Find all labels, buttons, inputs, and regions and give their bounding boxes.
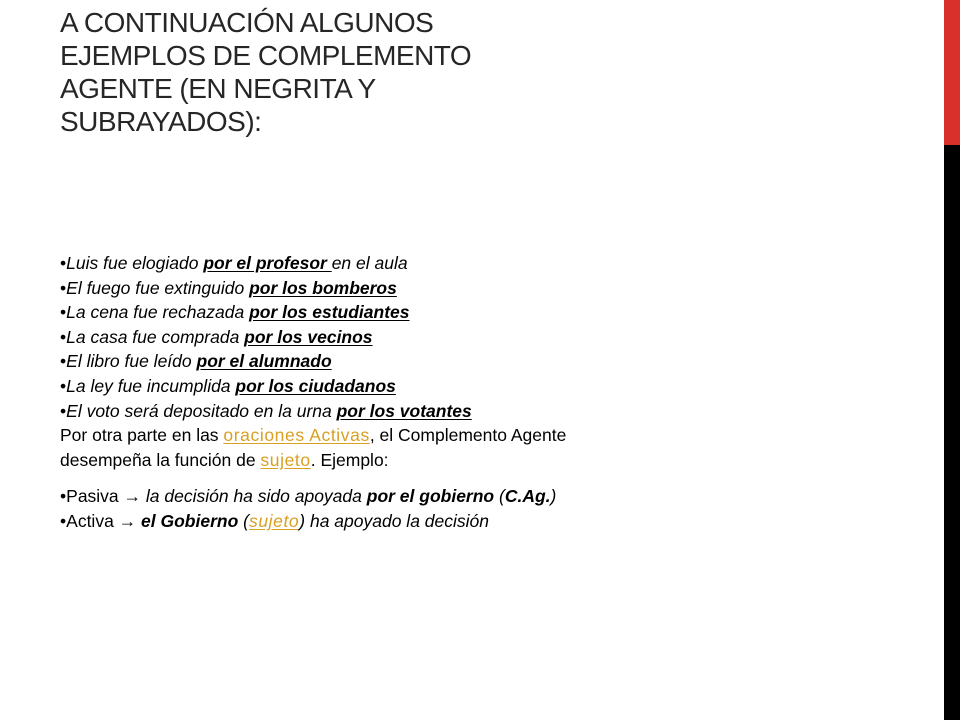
bullet: • <box>60 400 67 421</box>
link-oraciones-activas[interactable]: oraciones Activas <box>223 425 370 446</box>
bullet: • <box>60 510 67 531</box>
agent-complement: por los votantes <box>336 400 472 421</box>
example-item-4 <box>60 325 920 350</box>
paragraph-line-1 <box>60 423 920 448</box>
bullet: • <box>60 375 67 396</box>
title-line-4: SUBRAYADOS): <box>60 106 262 137</box>
cag-label: C.Ag. <box>504 486 551 507</box>
pasiva-text: la decisión ha sido apoyada <box>145 486 367 507</box>
title-line-2: EJEMPLOS DE COMPLEMENTO <box>60 40 472 71</box>
agent-complement: por los bomberos <box>249 277 397 298</box>
example-text: La cena fue rechazada <box>66 302 250 323</box>
bullet: • <box>60 326 67 347</box>
example-text: La ley fue incumplida <box>66 375 236 396</box>
title-line-3: AGENTE (EN NEGRITA Y <box>60 73 376 104</box>
pasiva-example <box>60 484 920 509</box>
example-text: El fuego fue extinguido <box>66 277 250 298</box>
example-after: en el aula <box>331 253 408 273</box>
example-item-6 <box>60 374 920 399</box>
paragraph-text: , el Complemento Agente <box>369 425 567 446</box>
pasiva-agent: por el gobierno <box>366 486 495 507</box>
bullet: • <box>60 486 67 507</box>
title-line-1: A CONTINUACIÓN ALGUNOS <box>60 7 434 38</box>
agent-complement: por los ciudadanos <box>235 375 396 396</box>
bullet: • <box>60 302 67 323</box>
agent-complement: por el profesor <box>203 253 332 273</box>
agent-complement: por el alumnado <box>196 351 332 372</box>
spacer <box>60 472 920 484</box>
paren-open: ( <box>494 486 505 507</box>
example-item-1 <box>60 251 920 276</box>
example-item-5 <box>60 349 920 374</box>
link-sujeto-2[interactable]: sujeto <box>248 510 300 531</box>
bullet: • <box>60 253 67 273</box>
agent-complement: por los vecinos <box>244 326 373 347</box>
paragraph-line-2 <box>60 448 920 473</box>
activa-subject: el Gobierno <box>141 510 239 531</box>
slide-body <box>60 251 920 534</box>
example-item-7 <box>60 399 920 424</box>
paragraph-text: desempeña la función de <box>60 449 261 470</box>
example-text: La casa fue comprada <box>66 326 245 347</box>
slide-title <box>60 6 620 138</box>
activa-example <box>60 509 920 534</box>
example-item-3 <box>60 300 920 325</box>
paren-close: ) <box>550 486 557 507</box>
bullet: • <box>60 277 67 298</box>
bullet: • <box>60 351 67 372</box>
example-item-2 <box>60 276 920 301</box>
agent-complement: por los estudiantes <box>249 302 410 323</box>
side-accent-bar <box>944 0 960 145</box>
paragraph-text: Por otra parte en las <box>60 425 224 446</box>
activa-label: Activa → <box>66 510 142 531</box>
paragraph-text: . Ejemplo: <box>310 449 389 470</box>
example-text: El voto será depositado en la urna <box>66 400 337 421</box>
pasiva-label: Pasiva → <box>66 486 146 507</box>
example-text: Luis fue elogiado <box>66 253 204 273</box>
activa-rest: ) ha apoyado la decisión <box>299 510 489 531</box>
paren-open: ( <box>238 510 249 531</box>
example-text: El libro fue leído <box>66 351 197 372</box>
link-sujeto[interactable]: sujeto <box>260 449 311 470</box>
